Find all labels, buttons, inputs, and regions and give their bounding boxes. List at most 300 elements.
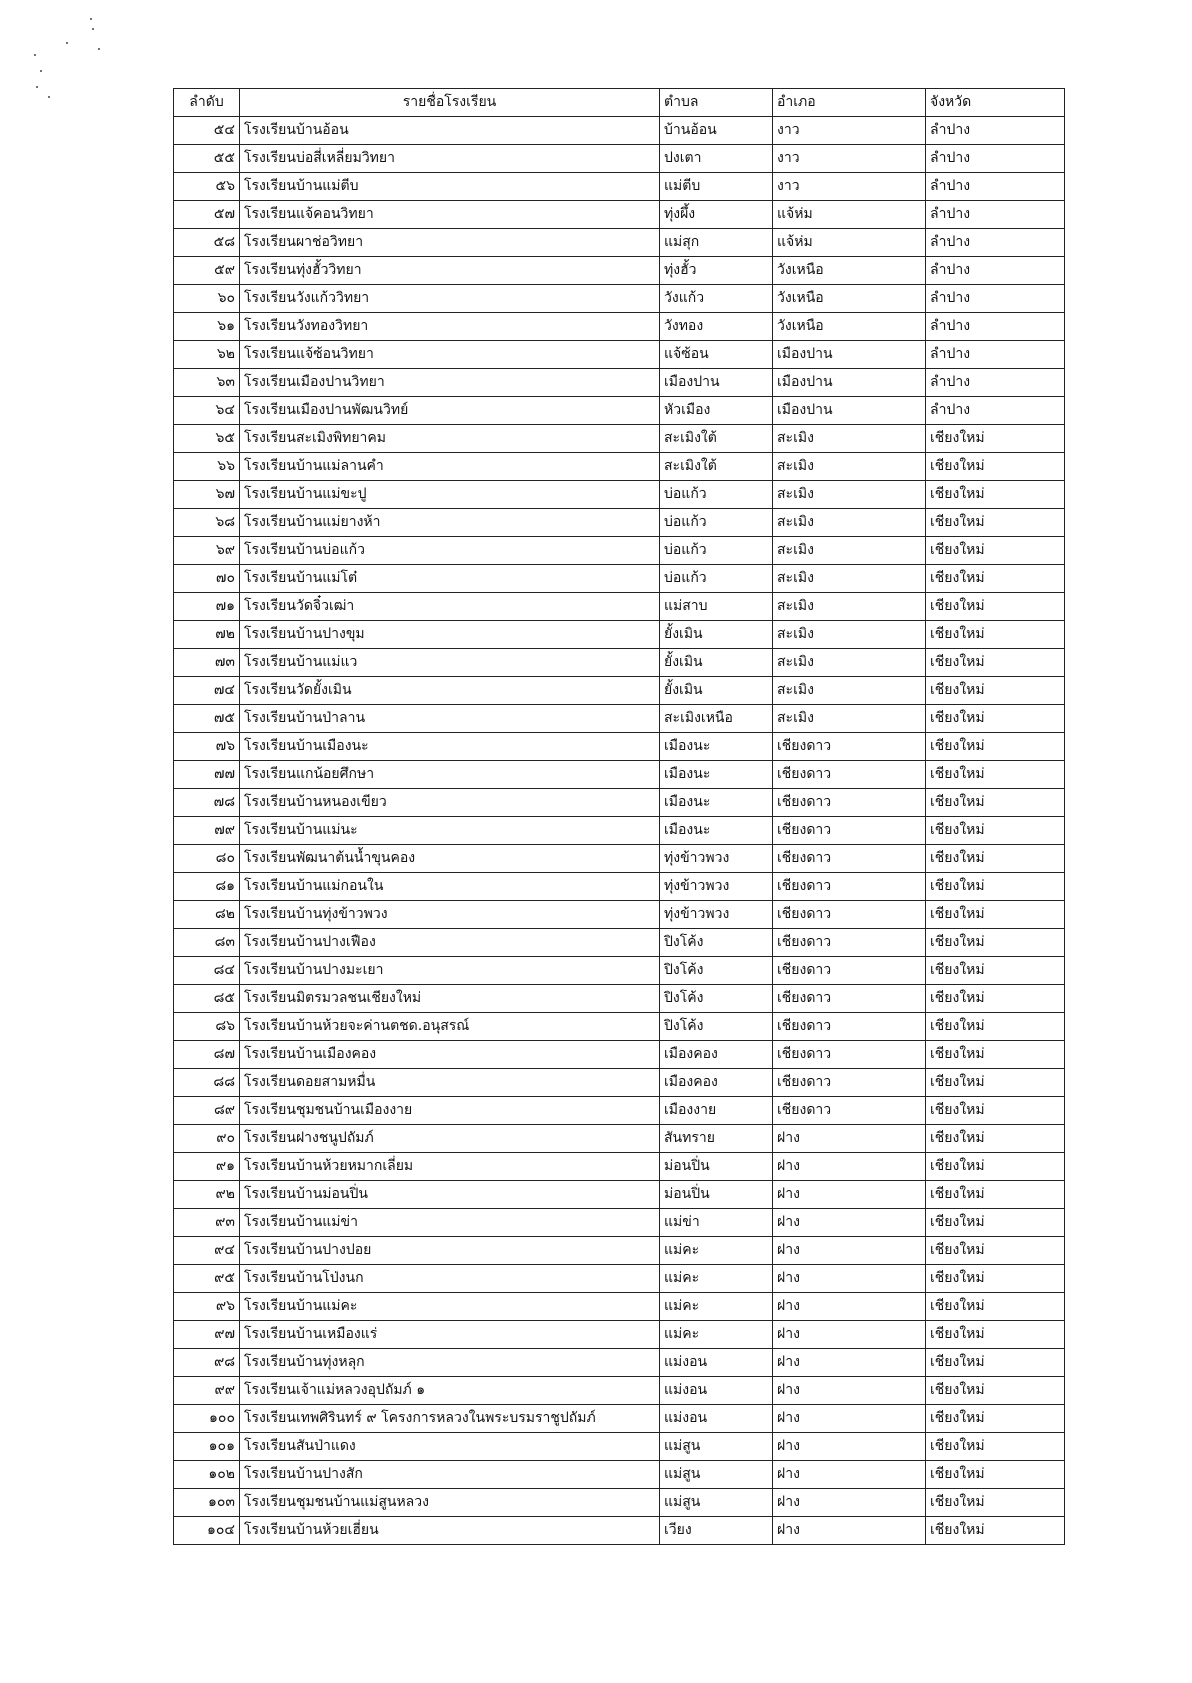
school-name-cell: โรงเรียนบ้านแม่ยางห้า xyxy=(240,509,660,537)
subdistrict-cell: ปงเตา xyxy=(660,145,773,173)
subdistrict-cell: ทุ่งข้าวพวง xyxy=(660,845,773,873)
subdistrict-cell: สันทราย xyxy=(660,1125,773,1153)
order-cell: ๙๘ xyxy=(174,1349,240,1377)
province-cell: ลำปาง xyxy=(926,369,1065,397)
school-name-cell: โรงเรียนบ้านแม่กอนใน xyxy=(240,873,660,901)
province-cell: เชียงใหม่ xyxy=(926,929,1065,957)
school-name-cell: โรงเรียนวัดจิ๋วเฒ่า xyxy=(240,593,660,621)
province-cell: เชียงใหม่ xyxy=(926,901,1065,929)
province-cell: เชียงใหม่ xyxy=(926,1069,1065,1097)
school-name-cell: โรงเรียนทุ่งฮั้ววิทยา xyxy=(240,257,660,285)
province-cell: เชียงใหม่ xyxy=(926,1433,1065,1461)
district-cell: เมืองปาน xyxy=(773,341,926,369)
table-row xyxy=(174,481,1065,509)
district-cell: เชียงดาว xyxy=(773,985,926,1013)
school-name-cell: โรงเรียนบ้านแม่ข่า xyxy=(240,1209,660,1237)
header-subdistrict: ตำบล xyxy=(660,89,773,117)
school-name-cell: โรงเรียนบ้านปางเฟือง xyxy=(240,929,660,957)
school-name-cell: โรงเรียนเจ้าแม่หลวงอุปถัมภ์ ๑ xyxy=(240,1377,660,1405)
district-cell: ฝาง xyxy=(773,1237,926,1265)
table-row xyxy=(174,565,1065,593)
subdistrict-cell: แม่สุก xyxy=(660,229,773,257)
table-row xyxy=(174,1461,1065,1489)
table-row xyxy=(174,425,1065,453)
header-district: อำเภอ xyxy=(773,89,926,117)
table-row xyxy=(174,817,1065,845)
school-name-cell: โรงเรียนบ้านปางปอย xyxy=(240,1237,660,1265)
order-cell: ๘๕ xyxy=(174,985,240,1013)
school-name-cell: โรงเรียนผาช่อวิทยา xyxy=(240,229,660,257)
district-cell: สะเมิง xyxy=(773,509,926,537)
table-row xyxy=(174,929,1065,957)
province-cell: เชียงใหม่ xyxy=(926,1097,1065,1125)
province-cell: เชียงใหม่ xyxy=(926,1181,1065,1209)
district-cell: เชียงดาว xyxy=(773,901,926,929)
district-cell: สะเมิง xyxy=(773,481,926,509)
province-cell: เชียงใหม่ xyxy=(926,425,1065,453)
subdistrict-cell: วังแก้ว xyxy=(660,285,773,313)
school-name-cell: โรงเรียนสันป่าแดง xyxy=(240,1433,660,1461)
table-row xyxy=(174,1153,1065,1181)
province-cell: เชียงใหม่ xyxy=(926,761,1065,789)
school-name-cell: โรงเรียนบ้านปางมะเยา xyxy=(240,957,660,985)
province-cell: ลำปาง xyxy=(926,117,1065,145)
subdistrict-cell: เมืองนะ xyxy=(660,733,773,761)
table-row xyxy=(174,1097,1065,1125)
order-cell: ๖๖ xyxy=(174,453,240,481)
table-row xyxy=(174,1125,1065,1153)
district-cell: ฝาง xyxy=(773,1293,926,1321)
district-cell: สะเมิง xyxy=(773,453,926,481)
district-cell: ฝาง xyxy=(773,1153,926,1181)
district-cell: ฝาง xyxy=(773,1489,926,1517)
order-cell: ๖๘ xyxy=(174,509,240,537)
order-cell: ๖๑ xyxy=(174,313,240,341)
school-name-cell: โรงเรียนแจ้ซ้อนวิทยา xyxy=(240,341,660,369)
order-cell: ๖๓ xyxy=(174,369,240,397)
subdistrict-cell: แม่สูน xyxy=(660,1489,773,1517)
school-name-cell: โรงเรียนมิตรมวลชนเชียงใหม่ xyxy=(240,985,660,1013)
district-cell: สะเมิง xyxy=(773,425,926,453)
district-cell: ฝาง xyxy=(773,1349,926,1377)
province-cell: เชียงใหม่ xyxy=(926,1405,1065,1433)
table-row xyxy=(174,1181,1065,1209)
order-cell: ๑๐๔ xyxy=(174,1517,240,1545)
table-row xyxy=(174,873,1065,901)
subdistrict-cell: บ้านอ้อน xyxy=(660,117,773,145)
province-cell: เชียงใหม่ xyxy=(926,1349,1065,1377)
order-cell: ๗๐ xyxy=(174,565,240,593)
province-cell: ลำปาง xyxy=(926,285,1065,313)
subdistrict-cell: แม่ข่า xyxy=(660,1209,773,1237)
table-row xyxy=(174,1013,1065,1041)
province-cell: เชียงใหม่ xyxy=(926,481,1065,509)
table-row xyxy=(174,593,1065,621)
table-row xyxy=(174,453,1065,481)
header-school-name: รายชื่อโรงเรียน xyxy=(240,89,660,117)
table-row xyxy=(174,901,1065,929)
order-cell: ๗๕ xyxy=(174,705,240,733)
order-cell: ๙๐ xyxy=(174,1125,240,1153)
subdistrict-cell: ปิงโค้ง xyxy=(660,929,773,957)
order-cell: ๘๘ xyxy=(174,1069,240,1097)
order-cell: ๕๔ xyxy=(174,117,240,145)
table-row xyxy=(174,1349,1065,1377)
school-name-cell: โรงเรียนบ้านป่าลาน xyxy=(240,705,660,733)
province-cell: ลำปาง xyxy=(926,173,1065,201)
province-cell: เชียงใหม่ xyxy=(926,1293,1065,1321)
district-cell: เมืองปาน xyxy=(773,369,926,397)
order-cell: ๙๗ xyxy=(174,1321,240,1349)
order-cell: ๙๑ xyxy=(174,1153,240,1181)
order-cell: ๘๑ xyxy=(174,873,240,901)
order-cell: ๙๙ xyxy=(174,1377,240,1405)
school-name-cell: โรงเรียนบ้านบ่อแก้ว xyxy=(240,537,660,565)
district-cell: เชียงดาว xyxy=(773,845,926,873)
order-cell: ๕๗ xyxy=(174,201,240,229)
table-row xyxy=(174,117,1065,145)
school-name-cell: โรงเรียนบ่อสี่เหลี่ยมวิทยา xyxy=(240,145,660,173)
subdistrict-cell: สะเมิงเหนือ xyxy=(660,705,773,733)
table-row xyxy=(174,733,1065,761)
district-cell: สะเมิง xyxy=(773,537,926,565)
province-cell: เชียงใหม่ xyxy=(926,817,1065,845)
school-name-cell: โรงเรียนพัฒนาต้นน้ำขุนคอง xyxy=(240,845,660,873)
subdistrict-cell: บ่อแก้ว xyxy=(660,537,773,565)
province-cell: ลำปาง xyxy=(926,257,1065,285)
table-row xyxy=(174,537,1065,565)
province-cell: เชียงใหม่ xyxy=(926,565,1065,593)
district-cell: ฝาง xyxy=(773,1405,926,1433)
order-cell: ๘๖ xyxy=(174,1013,240,1041)
order-cell: ๘๓ xyxy=(174,929,240,957)
province-cell: เชียงใหม่ xyxy=(926,509,1065,537)
school-name-cell: โรงเรียนเทพศิรินทร์ ๙ โครงการหลวงในพระบรมราชูปถัมภ์ xyxy=(240,1405,660,1433)
district-cell: ฝาง xyxy=(773,1265,926,1293)
subdistrict-cell: แม่สูน xyxy=(660,1433,773,1461)
school-name-cell: โรงเรียนบ้านแม่ขะปู xyxy=(240,481,660,509)
table-row xyxy=(174,1237,1065,1265)
order-cell: ๖๐ xyxy=(174,285,240,313)
province-cell: ลำปาง xyxy=(926,397,1065,425)
province-cell: เชียงใหม่ xyxy=(926,677,1065,705)
district-cell: ฝาง xyxy=(773,1321,926,1349)
table-row xyxy=(174,1265,1065,1293)
order-cell: ๘๐ xyxy=(174,845,240,873)
province-cell: เชียงใหม่ xyxy=(926,649,1065,677)
subdistrict-cell: ยั้งเมิน xyxy=(660,621,773,649)
table-row xyxy=(174,677,1065,705)
school-name-cell: โรงเรียนบ้านปางสัก xyxy=(240,1461,660,1489)
subdistrict-cell: วังทอง xyxy=(660,313,773,341)
district-cell: เชียงดาว xyxy=(773,789,926,817)
province-cell: ลำปาง xyxy=(926,341,1065,369)
subdistrict-cell: บ่อแก้ว xyxy=(660,481,773,509)
district-cell: เชียงดาว xyxy=(773,1069,926,1097)
district-cell: ฝาง xyxy=(773,1125,926,1153)
province-cell: เชียงใหม่ xyxy=(926,1013,1065,1041)
table-row xyxy=(174,173,1065,201)
school-name-cell: โรงเรียนบ้านทุ่งข้าวพวง xyxy=(240,901,660,929)
province-cell: เชียงใหม่ xyxy=(926,593,1065,621)
subdistrict-cell: แม่คะ xyxy=(660,1293,773,1321)
table-row xyxy=(174,789,1065,817)
subdistrict-cell: แม่คะ xyxy=(660,1321,773,1349)
district-cell: เชียงดาว xyxy=(773,1041,926,1069)
subdistrict-cell: เมืองปาน xyxy=(660,369,773,397)
province-cell: เชียงใหม่ xyxy=(926,789,1065,817)
school-name-cell: โรงเรียนวังทองวิทยา xyxy=(240,313,660,341)
school-name-cell: โรงเรียนเมืองปานวิทยา xyxy=(240,369,660,397)
school-list-table xyxy=(173,88,1065,1545)
subdistrict-cell: แม่ตีบ xyxy=(660,173,773,201)
district-cell: งาว xyxy=(773,145,926,173)
district-cell: ฝาง xyxy=(773,1377,926,1405)
school-name-cell: โรงเรียนแจ้คอนวิทยา xyxy=(240,201,660,229)
school-name-cell: โรงเรียนชุมชนบ้านแม่สูนหลวง xyxy=(240,1489,660,1517)
district-cell: งาว xyxy=(773,117,926,145)
order-cell: ๙๕ xyxy=(174,1265,240,1293)
school-name-cell: โรงเรียนวัดยั้งเมิน xyxy=(240,677,660,705)
school-name-cell: โรงเรียนบ้านห้วยเฮี่ยน xyxy=(240,1517,660,1545)
table-row xyxy=(174,285,1065,313)
table-row xyxy=(174,1293,1065,1321)
province-cell: เชียงใหม่ xyxy=(926,1517,1065,1545)
order-cell: ๗๒ xyxy=(174,621,240,649)
subdistrict-cell: แม่สูน xyxy=(660,1461,773,1489)
order-cell: ๘๗ xyxy=(174,1041,240,1069)
province-cell: เชียงใหม่ xyxy=(926,1237,1065,1265)
school-name-cell: โรงเรียนบ้านปางขุม xyxy=(240,621,660,649)
school-name-cell: โรงเรียนฝางชนูปถัมภ์ xyxy=(240,1125,660,1153)
table-row xyxy=(174,201,1065,229)
table-row xyxy=(174,1489,1065,1517)
school-name-cell: โรงเรียนชุมชนบ้านเมืองงาย xyxy=(240,1097,660,1125)
province-cell: เชียงใหม่ xyxy=(926,1489,1065,1517)
district-cell: เชียงดาว xyxy=(773,1097,926,1125)
order-cell: ๗๙ xyxy=(174,817,240,845)
order-cell: ๖๔ xyxy=(174,397,240,425)
table-row xyxy=(174,1377,1065,1405)
province-cell: เชียงใหม่ xyxy=(926,1321,1065,1349)
order-cell: ๑๐๓ xyxy=(174,1489,240,1517)
subdistrict-cell: แม่คะ xyxy=(660,1265,773,1293)
subdistrict-cell: สะเมิงใต้ xyxy=(660,453,773,481)
school-name-cell: โรงเรียนบ้านเมืองคอง xyxy=(240,1041,660,1069)
district-cell: วังเหนือ xyxy=(773,257,926,285)
order-cell: ๗๗ xyxy=(174,761,240,789)
subdistrict-cell: ปิงโค้ง xyxy=(660,957,773,985)
subdistrict-cell: ปิงโค้ง xyxy=(660,1013,773,1041)
subdistrict-cell: ม่อนปิ่น xyxy=(660,1181,773,1209)
scan-speckles xyxy=(30,14,120,114)
school-name-cell: โรงเรียนบ้านแม่แว xyxy=(240,649,660,677)
table-row xyxy=(174,397,1065,425)
order-cell: ๑๐๐ xyxy=(174,1405,240,1433)
order-cell: ๘๒ xyxy=(174,901,240,929)
district-cell: เชียงดาว xyxy=(773,1013,926,1041)
province-cell: เชียงใหม่ xyxy=(926,957,1065,985)
district-cell: งาว xyxy=(773,173,926,201)
subdistrict-cell: ปิงโค้ง xyxy=(660,985,773,1013)
subdistrict-cell: ยั้งเมิน xyxy=(660,677,773,705)
order-cell: ๙๖ xyxy=(174,1293,240,1321)
order-cell: ๖๒ xyxy=(174,341,240,369)
school-name-cell: โรงเรียนบ้านม่อนปิ่น xyxy=(240,1181,660,1209)
table-row xyxy=(174,145,1065,173)
school-name-cell: โรงเรียนบ้านแม่นะ xyxy=(240,817,660,845)
table-row xyxy=(174,369,1065,397)
table-row xyxy=(174,1069,1065,1097)
table-row xyxy=(174,649,1065,677)
district-cell: เชียงดาว xyxy=(773,817,926,845)
province-cell: เชียงใหม่ xyxy=(926,537,1065,565)
school-name-cell: โรงเรียนบ้านแม่โต๋ xyxy=(240,565,660,593)
school-name-cell: โรงเรียนบ้านห้วยหมากเลี่ยม xyxy=(240,1153,660,1181)
table-row xyxy=(174,1321,1065,1349)
school-name-cell: โรงเรียนสะเมิงพิทยาคม xyxy=(240,425,660,453)
district-cell: สะเมิง xyxy=(773,705,926,733)
school-name-cell: โรงเรียนบ้านห้วยจะค่านตชด.อนุสรณ์ xyxy=(240,1013,660,1041)
province-cell: เชียงใหม่ xyxy=(926,621,1065,649)
order-cell: ๙๒ xyxy=(174,1181,240,1209)
district-cell: เชียงดาว xyxy=(773,733,926,761)
table-row xyxy=(174,509,1065,537)
school-name-cell: โรงเรียนเมืองปานพัฒนวิทย์ xyxy=(240,397,660,425)
subdistrict-cell: ม่อนปิ่น xyxy=(660,1153,773,1181)
province-cell: เชียงใหม่ xyxy=(926,1153,1065,1181)
subdistrict-cell: เมืองนะ xyxy=(660,817,773,845)
subdistrict-cell: แจ้ซ้อน xyxy=(660,341,773,369)
table-row xyxy=(174,229,1065,257)
subdistrict-cell: บ่อแก้ว xyxy=(660,565,773,593)
district-cell: ฝาง xyxy=(773,1181,926,1209)
order-cell: ๖๙ xyxy=(174,537,240,565)
subdistrict-cell: ทุ่งข้าวพวง xyxy=(660,901,773,929)
order-cell: ๕๕ xyxy=(174,145,240,173)
district-cell: วังเหนือ xyxy=(773,313,926,341)
table-header-row xyxy=(174,89,1065,117)
district-cell: เชียงดาว xyxy=(773,873,926,901)
order-cell: ๖๗ xyxy=(174,481,240,509)
table-row xyxy=(174,1405,1065,1433)
district-cell: วังเหนือ xyxy=(773,285,926,313)
table-row xyxy=(174,957,1065,985)
district-cell: เชียงดาว xyxy=(773,761,926,789)
subdistrict-cell: แม่งอน xyxy=(660,1405,773,1433)
order-cell: ๘๙ xyxy=(174,1097,240,1125)
district-cell: แจ้ห่ม xyxy=(773,201,926,229)
district-cell: สะเมิง xyxy=(773,593,926,621)
district-cell: ฝาง xyxy=(773,1517,926,1545)
subdistrict-cell: เมืองคอง xyxy=(660,1069,773,1097)
province-cell: ลำปาง xyxy=(926,201,1065,229)
table-row xyxy=(174,1517,1065,1545)
subdistrict-cell: เวียง xyxy=(660,1517,773,1545)
table-row xyxy=(174,313,1065,341)
district-cell: ฝาง xyxy=(773,1433,926,1461)
header-province: จังหวัด xyxy=(926,89,1065,117)
school-name-cell: โรงเรียนบ้านเมืองนะ xyxy=(240,733,660,761)
table-row xyxy=(174,985,1065,1013)
school-name-cell: โรงเรียนบ้านทุ่งหลุก xyxy=(240,1349,660,1377)
district-cell: เมืองปาน xyxy=(773,397,926,425)
order-cell: ๕๙ xyxy=(174,257,240,285)
province-cell: เชียงใหม่ xyxy=(926,1377,1065,1405)
subdistrict-cell: สะเมิงใต้ xyxy=(660,425,773,453)
subdistrict-cell: แม่คะ xyxy=(660,1237,773,1265)
table-body xyxy=(174,117,1065,1545)
subdistrict-cell: เมืองคอง xyxy=(660,1041,773,1069)
table-row xyxy=(174,341,1065,369)
order-cell: ๗๑ xyxy=(174,593,240,621)
order-cell: ๙๓ xyxy=(174,1209,240,1237)
district-cell: สะเมิง xyxy=(773,649,926,677)
district-cell: เชียงดาว xyxy=(773,957,926,985)
order-cell: ๙๔ xyxy=(174,1237,240,1265)
table-row xyxy=(174,761,1065,789)
province-cell: เชียงใหม่ xyxy=(926,733,1065,761)
subdistrict-cell: เมืองงาย xyxy=(660,1097,773,1125)
province-cell: ลำปาง xyxy=(926,313,1065,341)
province-cell: เชียงใหม่ xyxy=(926,1265,1065,1293)
subdistrict-cell: ทุ่งผึ้ง xyxy=(660,201,773,229)
province-cell: เชียงใหม่ xyxy=(926,705,1065,733)
school-name-cell: โรงเรียนบ้านอ้อน xyxy=(240,117,660,145)
school-name-cell: โรงเรียนบ้านโป่งนก xyxy=(240,1265,660,1293)
province-cell: ลำปาง xyxy=(926,145,1065,173)
subdistrict-cell: เมืองนะ xyxy=(660,761,773,789)
subdistrict-cell: ทุ่งข้าวพวง xyxy=(660,873,773,901)
district-cell: สะเมิง xyxy=(773,621,926,649)
district-cell: แจ้ห่ม xyxy=(773,229,926,257)
school-name-cell: โรงเรียนบ้านหนองเขียว xyxy=(240,789,660,817)
table-row xyxy=(174,1041,1065,1069)
province-cell: เชียงใหม่ xyxy=(926,985,1065,1013)
order-cell: ๗๖ xyxy=(174,733,240,761)
school-name-cell: โรงเรียนดอยสามหมื่น xyxy=(240,1069,660,1097)
table-row xyxy=(174,1209,1065,1237)
school-name-cell: โรงเรียนบ้านแม่คะ xyxy=(240,1293,660,1321)
order-cell: ๘๔ xyxy=(174,957,240,985)
table-row xyxy=(174,705,1065,733)
school-name-cell: โรงเรียนบ้านเหมืองแร่ xyxy=(240,1321,660,1349)
header-order: ลำดับ xyxy=(174,89,240,117)
province-cell: เชียงใหม่ xyxy=(926,1125,1065,1153)
order-cell: ๑๐๒ xyxy=(174,1461,240,1489)
subdistrict-cell: ทุ่งฮั้ว xyxy=(660,257,773,285)
province-cell: เชียงใหม่ xyxy=(926,1209,1065,1237)
school-name-cell: โรงเรียนวังแก้ววิทยา xyxy=(240,285,660,313)
order-cell: ๕๘ xyxy=(174,229,240,257)
district-cell: ฝาง xyxy=(773,1461,926,1489)
subdistrict-cell: บ่อแก้ว xyxy=(660,509,773,537)
province-cell: เชียงใหม่ xyxy=(926,873,1065,901)
subdistrict-cell: เมืองนะ xyxy=(660,789,773,817)
school-name-cell: โรงเรียนบ้านแม่ตีบ xyxy=(240,173,660,201)
table-row xyxy=(174,1433,1065,1461)
order-cell: ๗๘ xyxy=(174,789,240,817)
table-row xyxy=(174,257,1065,285)
subdistrict-cell: แม่สาบ xyxy=(660,593,773,621)
subdistrict-cell: แม่งอน xyxy=(660,1349,773,1377)
school-name-cell: โรงเรียนแกน้อยศึกษา xyxy=(240,761,660,789)
subdistrict-cell: แม่งอน xyxy=(660,1377,773,1405)
subdistrict-cell: ยั้งเมิน xyxy=(660,649,773,677)
district-cell: เชียงดาว xyxy=(773,929,926,957)
order-cell: ๑๐๑ xyxy=(174,1433,240,1461)
province-cell: ลำปาง xyxy=(926,229,1065,257)
